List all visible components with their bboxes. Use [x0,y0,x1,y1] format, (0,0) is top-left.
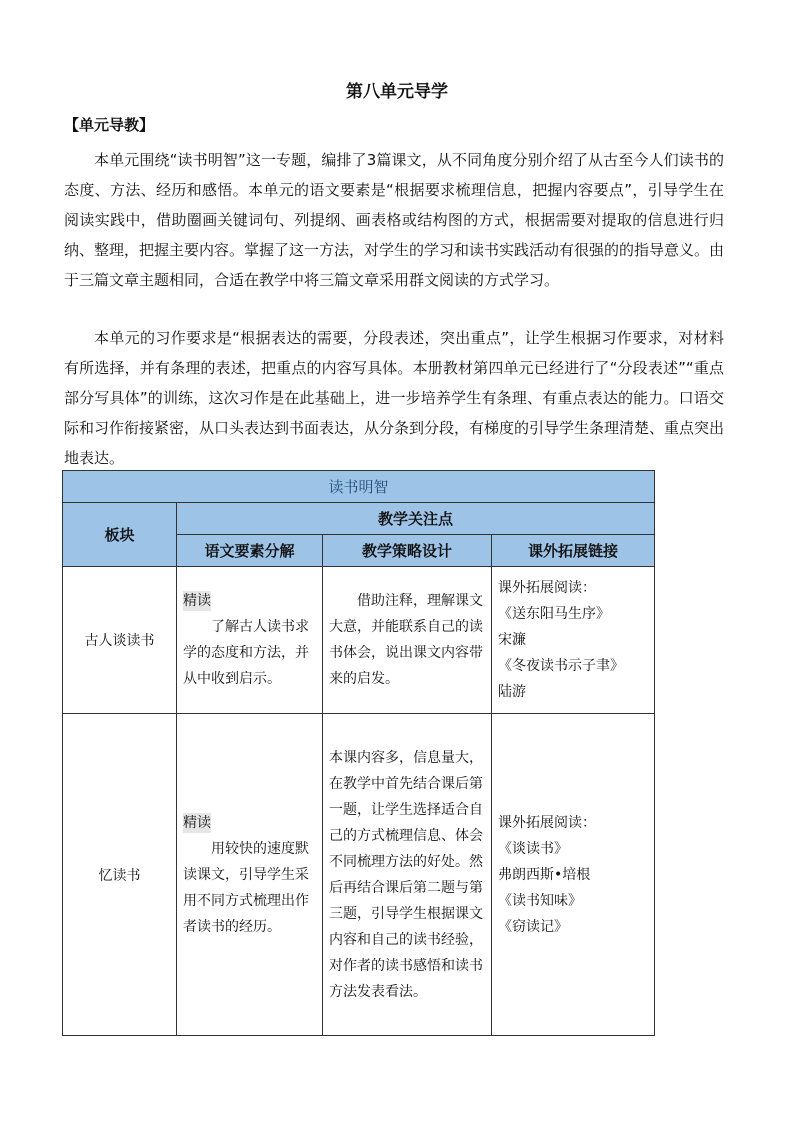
strategy-text: 本课内容多，信息量大，在教学中首先结合课后第一题，让学生选择适合自己的方式梳理信息、体会不同梳理方法的好处。然后再结合课后第二题与第三题，引导学生根据课文内容和自己的读书经验，对作者的读书感悟和读书方法发表看法。 [329,749,483,1000]
extension-line: 宋濂 [498,632,526,648]
strategy-text: 借助注释，理解课文大意，并能联系自己的读书体会，说出课文内容带来的启发。 [329,593,483,687]
element-text: 用较快的速度默读课文，引导学生采用不同方式梳理出作者读书的经历。 [183,840,309,935]
row-extension-cell [492,714,655,1036]
intro-paragraph-2: 本单元的习作要求是“根据表达的需要，分段表述，突出重点”，让学生根据习作要求，对材料有所选择，并有条理的表述，把重点的内容写具体。本册教材第四单元已经进行了“分段表述”“重点部分写具体”的训练，这次习作是在此基础上，进一步培养学生有条理、有重点表达的能力。口语交际和习作衔接紧密，从口头表达到书面表达，从分条到分段，有梯度的引导学生条理清楚、重点突出地表达。 [64,329,725,467]
row-element-cell [177,714,323,1036]
row-extension-cell [492,567,655,714]
page-title: 第八单元导学 [346,82,448,102]
extension-line: 《读书知味》 [498,892,582,909]
row-block-label: 古人谈读书 [63,567,177,714]
section-heading: 【单元导教】 [64,116,155,134]
table-theme-header: 读书明智 [63,471,655,503]
extension-line: 课外拓展阅读： [498,814,596,831]
reading-type-tag: 精读 [183,814,211,831]
row-strategy-cell [323,714,492,1036]
extension-line: 《送东阳马生序》 [498,606,610,622]
intro-paragraph-1: 本单元围绕“读书明智”这一专题，编排了3篇课文，从不同角度分别介绍了从古至今人们读书的态度、方法、经历和感悟。本单元的语文要素是“根据要求梳理信息，把握内容要点”，引导学生在阅读实践中，借助圈画关键词句、列提纲、画表格或结构图的方式，根据需要对提取的信息进行归纳、整理，把握主要内容。掌握了这一方法，对学生的学习和读书实践活动有很强的的指导意义。由于三篇文章主题相同，合适在教学中将三篇文章采用群文阅读的方式学习。 [64,151,725,289]
extension-line: 《谈读书》 [498,840,568,857]
block-column-header: 板块 [63,503,177,567]
reading-type-tag: 精读 [183,593,211,609]
row-element-cell [177,567,323,714]
focus-column-header: 教学关注点 [177,503,655,535]
table-row [63,567,655,714]
extension-line: 《窃读记》 [498,918,568,935]
sub-header-strategy: 教学策略设计 [323,535,492,567]
table-row [63,714,655,1036]
extension-line: 弗朗西斯•培根 [498,866,591,883]
row-block-label: 忆读书 [63,714,177,1036]
row-strategy-cell [323,567,492,714]
extension-line: 《冬夜读书示子聿》 [498,658,624,674]
extension-line: 课外拓展阅读： [498,580,596,596]
unit-guide-table [62,470,655,1036]
extension-line: 陆游 [498,684,526,700]
sub-header-element: 语文要素分解 [177,535,323,567]
sub-header-extension: 课外拓展链接 [492,535,655,567]
element-text: 了解古人读书求学的态度和方法，并从中收到启示。 [183,619,309,687]
